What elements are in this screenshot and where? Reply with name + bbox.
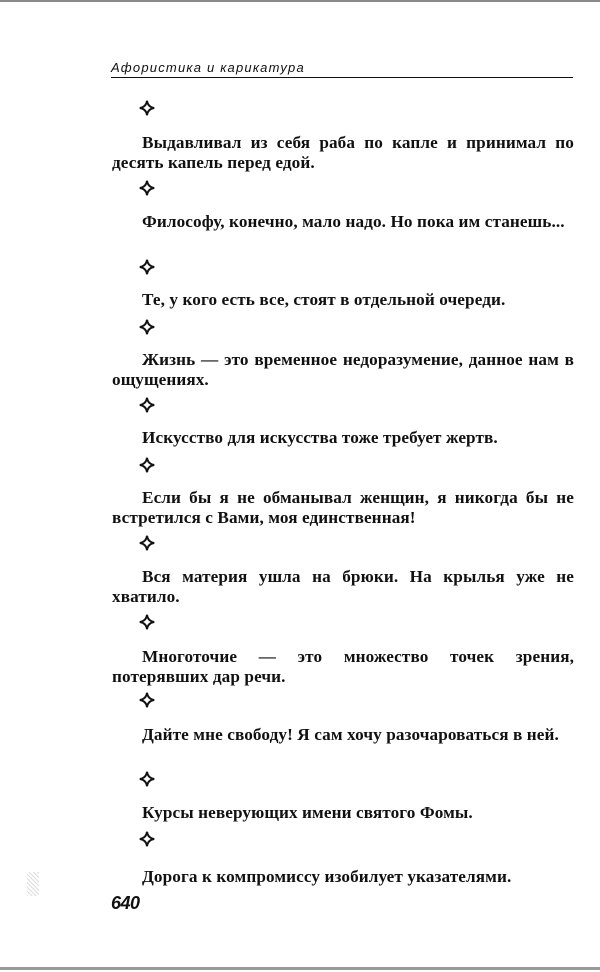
four-point-star-icon xyxy=(139,259,155,275)
four-point-star-icon xyxy=(139,319,155,335)
four-point-star-icon xyxy=(139,692,155,708)
four-point-star-icon xyxy=(139,180,155,196)
four-point-star-icon xyxy=(139,614,155,630)
aphorism-text: Жизнь — это временное недоразумение, данное нам в ощущениях. xyxy=(112,350,574,389)
four-point-star-icon xyxy=(139,397,155,413)
aphorism-text: Многоточие — это множество точек зрения, потерявших дар речи. xyxy=(112,647,574,686)
four-point-star-icon xyxy=(139,457,155,473)
four-point-star-icon xyxy=(139,831,155,847)
aphorism-text: Искусство для искусства тоже требует жертв. xyxy=(142,428,498,447)
page-number: 640 xyxy=(111,893,140,913)
four-point-star-icon xyxy=(139,771,155,787)
aphorism-text: Дайте мне свободу! Я сам хочу разочароваться в ней. xyxy=(142,725,559,744)
aphorism-text: Вся материя ушла на брюки. На крылья уже не хватило. xyxy=(112,567,574,606)
bottom-border xyxy=(0,967,600,970)
aphorism-text: Дорога к компромиссу изобилует указателями. xyxy=(142,867,512,886)
aphorism-text: Философу, конечно, мало надо. Но пока им станешь... xyxy=(142,212,565,231)
aphorism-text: Выдавливал из себя раба по капле и принимал по десять капель перед едой. xyxy=(112,133,574,172)
aphorism-text: Курсы неверующих имени святого Фомы. xyxy=(142,803,473,822)
top-border xyxy=(0,0,600,2)
running-head: Афористика и карикатура xyxy=(111,60,573,78)
four-point-star-icon xyxy=(139,535,155,551)
aphorism-text: Если бы я не обманывал женщин, я никогда бы не встретился с Вами, моя единственная! xyxy=(112,488,574,527)
four-point-star-icon xyxy=(139,100,155,116)
aphorism-text: Те, у кого есть все, стоят в отдельной очереди. xyxy=(142,290,506,309)
scan-artifact xyxy=(27,872,39,896)
